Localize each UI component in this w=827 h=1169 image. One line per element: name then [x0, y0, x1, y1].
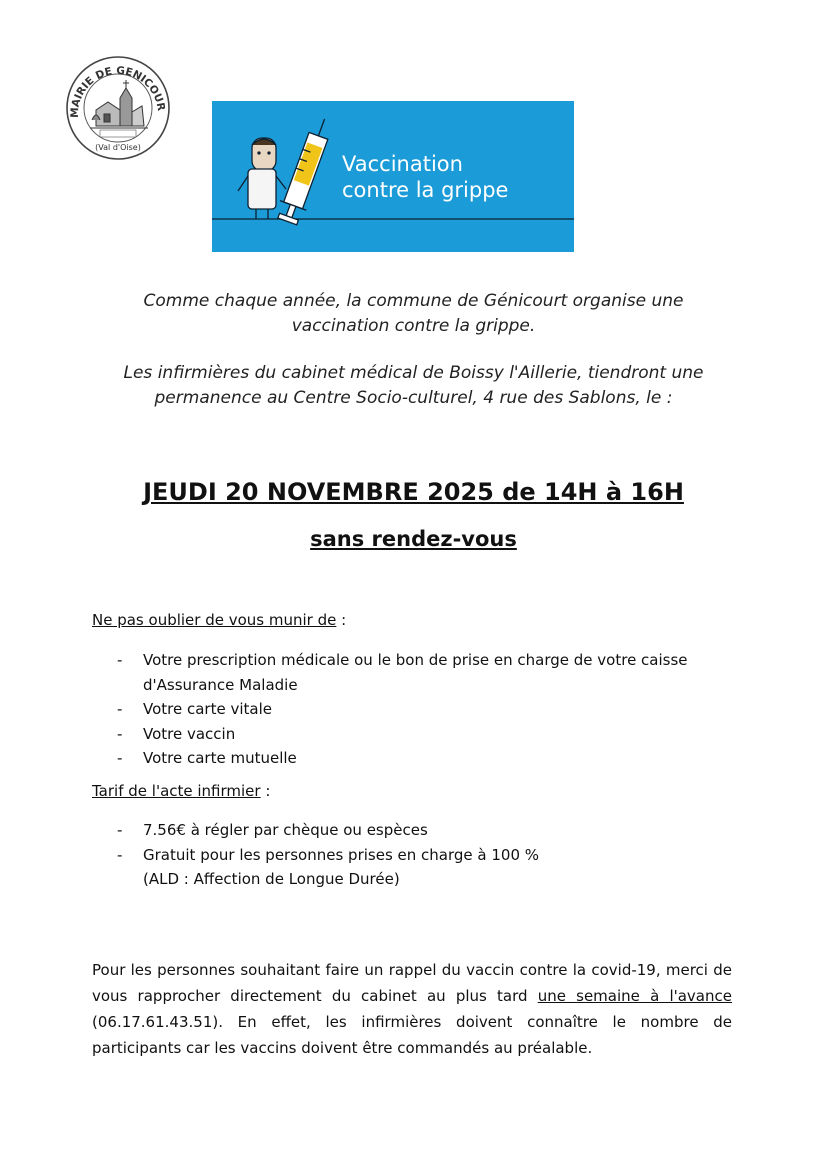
tarif-item-note: (ALD : Affection de Longue Durée) [143, 870, 400, 888]
list-item: - Votre carte mutuelle [112, 746, 723, 771]
checklist-title-text: Ne pas oublier de vous munir de [92, 611, 337, 629]
banner-title-line2: contre la grippe [342, 178, 509, 202]
list-item: - Votre vaccin [112, 722, 723, 747]
tarif-list [112, 818, 703, 892]
closing-underlined: une semaine à l'avance [537, 987, 732, 1005]
closing-part2: (06.17.61.43.51). En effet, les infirmières doivent connaître le nombre de participants car les vaccins doivent être commandés au préalable. [92, 1013, 732, 1057]
tarif-item-text: Gratuit pour les personnes prises en charge à 100 % [143, 845, 540, 864]
list-item: - 7.56€ à régler par chèque ou espèces [112, 818, 703, 843]
intro-paragraph-2 [60, 361, 767, 411]
list-item [112, 843, 703, 892]
list-item: - Votre prescription médicale ou le bon de prise en charge de votre caisse d'Assurance Maladie [112, 648, 723, 697]
covid-reminder-paragraph [92, 957, 732, 1061]
vaccination-banner [212, 101, 574, 252]
tarif-title-text: Tarif de l'acte infirmier [92, 782, 261, 800]
banner-title-line1: Vaccination [342, 152, 463, 176]
event-date-heading: JEUDI 20 NOVEMBRE 2025 de 14H à 16H [143, 478, 684, 506]
intro-paragraph-1 [60, 289, 767, 339]
closing-part1: Pour les personnes souhaitant faire un rappel du vaccin contre la covid-19, merci de vous rapprocher directement du cabinet au plus tard [92, 961, 732, 1005]
appointment-heading: sans rendez-vous [310, 527, 517, 551]
intro-p1-line2: vaccination contre la grippe. [291, 316, 536, 336]
seal-lower-text: (Val d'Oise) [95, 143, 141, 152]
seal-ring-text: MAIRIE DE GENICOUR [68, 64, 167, 119]
tarif-title [92, 782, 270, 800]
list-item: - Votre carte vitale [112, 697, 723, 722]
intro-p1-line1: Comme chaque année, la commune de Génicourt organise une [143, 291, 684, 311]
tarif-title-suffix: : [260, 782, 271, 800]
mairie-seal [64, 54, 172, 162]
checklist-title-suffix: : [336, 611, 347, 629]
intro-p2-line2: permanence au Centre Socio-culturel, 4 rue des Sablons, le : [154, 388, 673, 408]
intro-p2-line1: Les infirmières du cabinet médical de Boissy l'Aillerie, tiendront une [123, 363, 704, 383]
checklist-title [92, 611, 346, 629]
checklist-list [112, 648, 723, 771]
